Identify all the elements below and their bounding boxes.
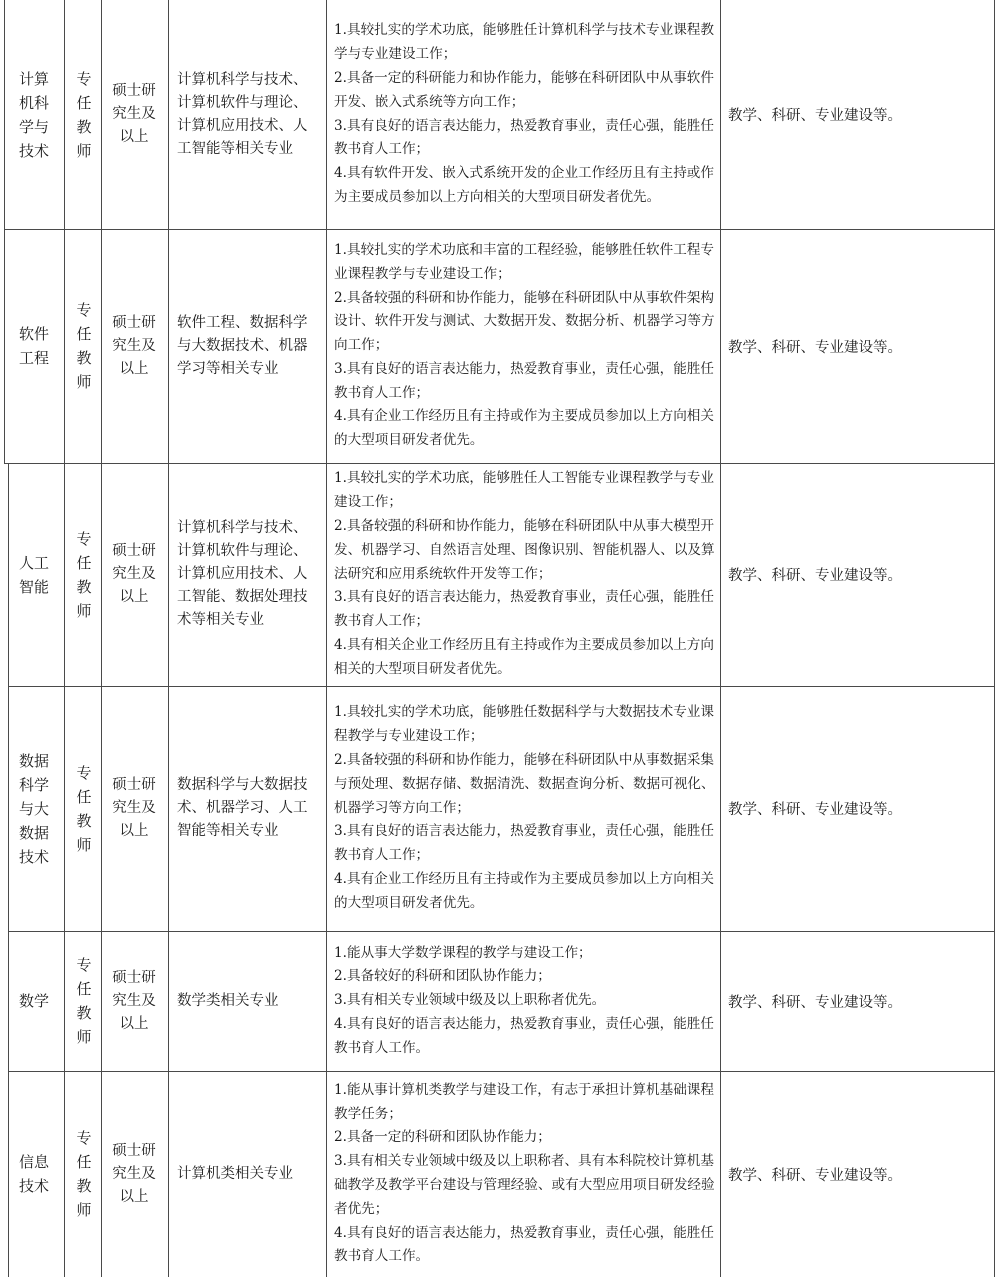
discipline-cell: [14, 686, 54, 931]
education-requirement: 硕士研究生及以上: [112, 1142, 156, 1205]
table-row: [0, 463, 997, 686]
education-cell: [107, 229, 161, 463]
position-type: 专任教师: [76, 956, 92, 1046]
related-majors: 计算机科学与技术、计算机软件与理论、计算机应用技术、人工智能等相关专业: [177, 71, 308, 157]
duties-cell: [728, 931, 988, 1071]
position-type-cell: [74, 1071, 94, 1277]
requirement-item: 1.具较扎实的学术功底和丰富的工程经验，能够胜任软件工程专业课程教学与专业建设工作；: [334, 241, 714, 282]
requirements-cell: [334, 1071, 716, 1277]
education-cell: [107, 463, 161, 686]
education-requirement: 硕士研究生及以上: [112, 777, 156, 839]
requirement-item: 1.具较扎实的学术功底，能够胜任数据科学与大数据技术专业课程教学与专业建设工作；: [334, 704, 714, 745]
discipline-cell: [14, 229, 54, 463]
discipline-name: 软件工程: [18, 325, 49, 367]
requirement-item: 1.具较扎实的学术功底，能够胜任人工智能专业课程教学与专业建设工作；: [334, 470, 714, 511]
majors-cell: [177, 463, 317, 686]
requirements-list: [334, 701, 716, 915]
position-type-cell: [74, 686, 94, 931]
position-type-cell: [74, 229, 94, 463]
related-majors: 数据科学与大数据技术、机器学习、人工智能等相关专业: [177, 777, 308, 839]
education-cell: [107, 686, 161, 931]
job-duties: 教学、科研、专业建设等。: [728, 108, 902, 124]
education-cell: [107, 931, 161, 1071]
position-type-cell: [74, 931, 94, 1071]
related-majors: 计算机类相关专业: [177, 1165, 293, 1182]
duties-cell: [728, 463, 988, 686]
education-requirement: 硕士研究生及以上: [112, 314, 156, 377]
requirement-item: 1.能从事计算机类教学与建设工作，有志于承担计算机基础课程教学任务；: [334, 1081, 714, 1122]
majors-cell: [177, 0, 317, 229]
requirement-item: 3.具有良好的语言表达能力，热爱教育事业，责任心强，能胜任教书育人工作；: [334, 823, 714, 864]
job-duties: 教学、科研、专业建设等。: [728, 994, 902, 1011]
discipline-name: 计算机科学与技术: [18, 69, 49, 160]
requirement-item: 3.具有良好的语言表达能力，热爱教育事业，责任心强，能胜任教书育人工作；: [334, 589, 714, 630]
job-duties: 教学、科研、专业建设等。: [728, 568, 902, 584]
duties-cell: [728, 1071, 988, 1277]
requirement-item: 4.具有企业工作经历且有主持或作为主要成员参加以上方向相关的大型项目研发者优先。: [334, 870, 714, 911]
related-majors: 软件工程、数据科学与大数据技术、机器学习等相关专业: [177, 314, 308, 377]
discipline-name: 数据科学与大数据技术: [18, 751, 49, 866]
requirement-item: 2.具备较强的科研和协作能力，能够在科研团队中从事大模型开发、机器学习、自然语言处理、图像识别、智能机器人、以及算法研究和应用系统软件开发等工作；: [334, 518, 715, 582]
related-majors: 计算机科学与技术、计算机软件与理论、计算机应用技术、人工智能、数据处理技术等相关专业: [177, 520, 308, 628]
education-requirement: 硕士研究生及以上: [112, 83, 156, 145]
requirement-item: 3.具有良好的语言表达能力，热爱教育事业，责任心强，能胜任教书育人工作；: [334, 117, 714, 158]
requirement-item: 2.具备一定的科研能力和协作能力，能够在科研团队中从事软件开发、嵌入式系统等方向工作；: [334, 69, 714, 110]
requirements-list: [334, 942, 716, 1061]
requirements-list: [334, 1079, 716, 1269]
requirements-cell: [334, 931, 716, 1071]
education-requirement: 硕士研究生及以上: [112, 969, 156, 1032]
requirement-item: 4.具有良好的语言表达能力，热爱教育事业，责任心强，能胜任教书育人工作。: [334, 1015, 714, 1056]
discipline-name: 信息技术: [18, 1153, 49, 1195]
requirement-item: 2.具备较强的科研和协作能力，能够在科研团队中从事软件架构设计、软件开发与测试、大数据开发、数据分析、机器学习等方向工作；: [334, 289, 715, 354]
position-type: 专任教师: [76, 301, 92, 391]
discipline-cell: [14, 463, 54, 686]
position-type: 专任教师: [76, 69, 92, 160]
requirements-cell: [334, 0, 716, 229]
requirement-item: 2.具备较强的科研和协作能力，能够在科研团队中从事数据采集与预处理、数据存储、数据清洗、数据查询分析、数据可视化、机器学习等方向工作；: [334, 752, 715, 816]
requirement-item: 4.具有软件开发、嵌入式系统开发的企业工作经历且有主持或作为主要成员参加以上方向相关的大型项目研发者优先。: [334, 165, 714, 205]
requirement-item: 3.具有相关专业领域中级及以上职称者、具有本科院校计算机基础教学及教学平台建设与管理经验、或有大型应用项目研发经验者优先；: [334, 1153, 715, 1217]
requirement-item: 4.具有相关企业工作经历且有主持或作为主要成员参加以上方向相关的大型项目研发者优先。: [334, 636, 714, 677]
duties-cell: [728, 686, 988, 931]
majors-cell: [177, 686, 317, 931]
table-row: [0, 1071, 997, 1277]
related-majors: 数学类相关专业: [177, 992, 279, 1009]
requirements-list: [334, 19, 716, 209]
duties-cell: [728, 0, 988, 229]
position-type: 专任教师: [76, 529, 92, 620]
requirements-list: [334, 467, 716, 681]
requirement-item: 2.具备一定的科研和团队协作能力；: [334, 1129, 551, 1146]
position-type: 专任教师: [76, 763, 92, 854]
requirement-item: 3.具有相关专业领域中级及以上职称者优先。: [334, 992, 606, 1009]
requirements-cell: [334, 686, 716, 931]
requirements-list: [334, 239, 716, 453]
duties-cell: [728, 229, 988, 463]
job-duties: 教学、科研、专业建设等。: [728, 1167, 902, 1184]
majors-cell: [177, 229, 317, 463]
majors-cell: [177, 1071, 317, 1277]
job-duties: 教学、科研、专业建设等。: [728, 339, 902, 356]
discipline-cell: [14, 0, 54, 229]
majors-cell: [177, 931, 317, 1071]
table-row: [0, 229, 997, 463]
job-duties: 教学、科研、专业建设等。: [728, 802, 902, 818]
requirements-cell: [334, 463, 716, 686]
requirement-item: 4.具有良好的语言表达能力，热爱教育事业，责任心强，能胜任教书育人工作。: [334, 1224, 714, 1265]
table-row: [0, 686, 997, 931]
discipline-name: 人工智能: [18, 553, 49, 596]
requirement-item: 4.具有企业工作经历且有主持或作为主要成员参加以上方向相关的大型项目研发者优先。: [334, 408, 714, 449]
discipline-name: 数学: [18, 992, 49, 1010]
requirement-item: 1.能从事大学数学课程的教学与建设工作；: [334, 944, 592, 961]
requirement-item: 2.具备较好的科研和团队协作能力；: [334, 968, 551, 985]
position-type-cell: [74, 463, 94, 686]
discipline-cell: [14, 931, 54, 1071]
requirement-item: 1.具较扎实的学术功底，能够胜任计算机科学与技术专业课程教学与专业建设工作；: [334, 22, 714, 63]
education-requirement: 硕士研究生及以上: [112, 543, 156, 605]
requirements-cell: [334, 229, 716, 463]
discipline-cell: [14, 1071, 54, 1277]
table-row: [0, 0, 997, 229]
position-type: 专任教师: [76, 1129, 92, 1219]
requirement-item: 3.具有良好的语言表达能力，热爱教育事业，责任心强，能胜任教书育人工作；: [334, 360, 714, 401]
table-row: [0, 931, 997, 1071]
education-cell: [107, 1071, 161, 1277]
education-cell: [107, 0, 161, 229]
position-type-cell: [74, 0, 94, 229]
